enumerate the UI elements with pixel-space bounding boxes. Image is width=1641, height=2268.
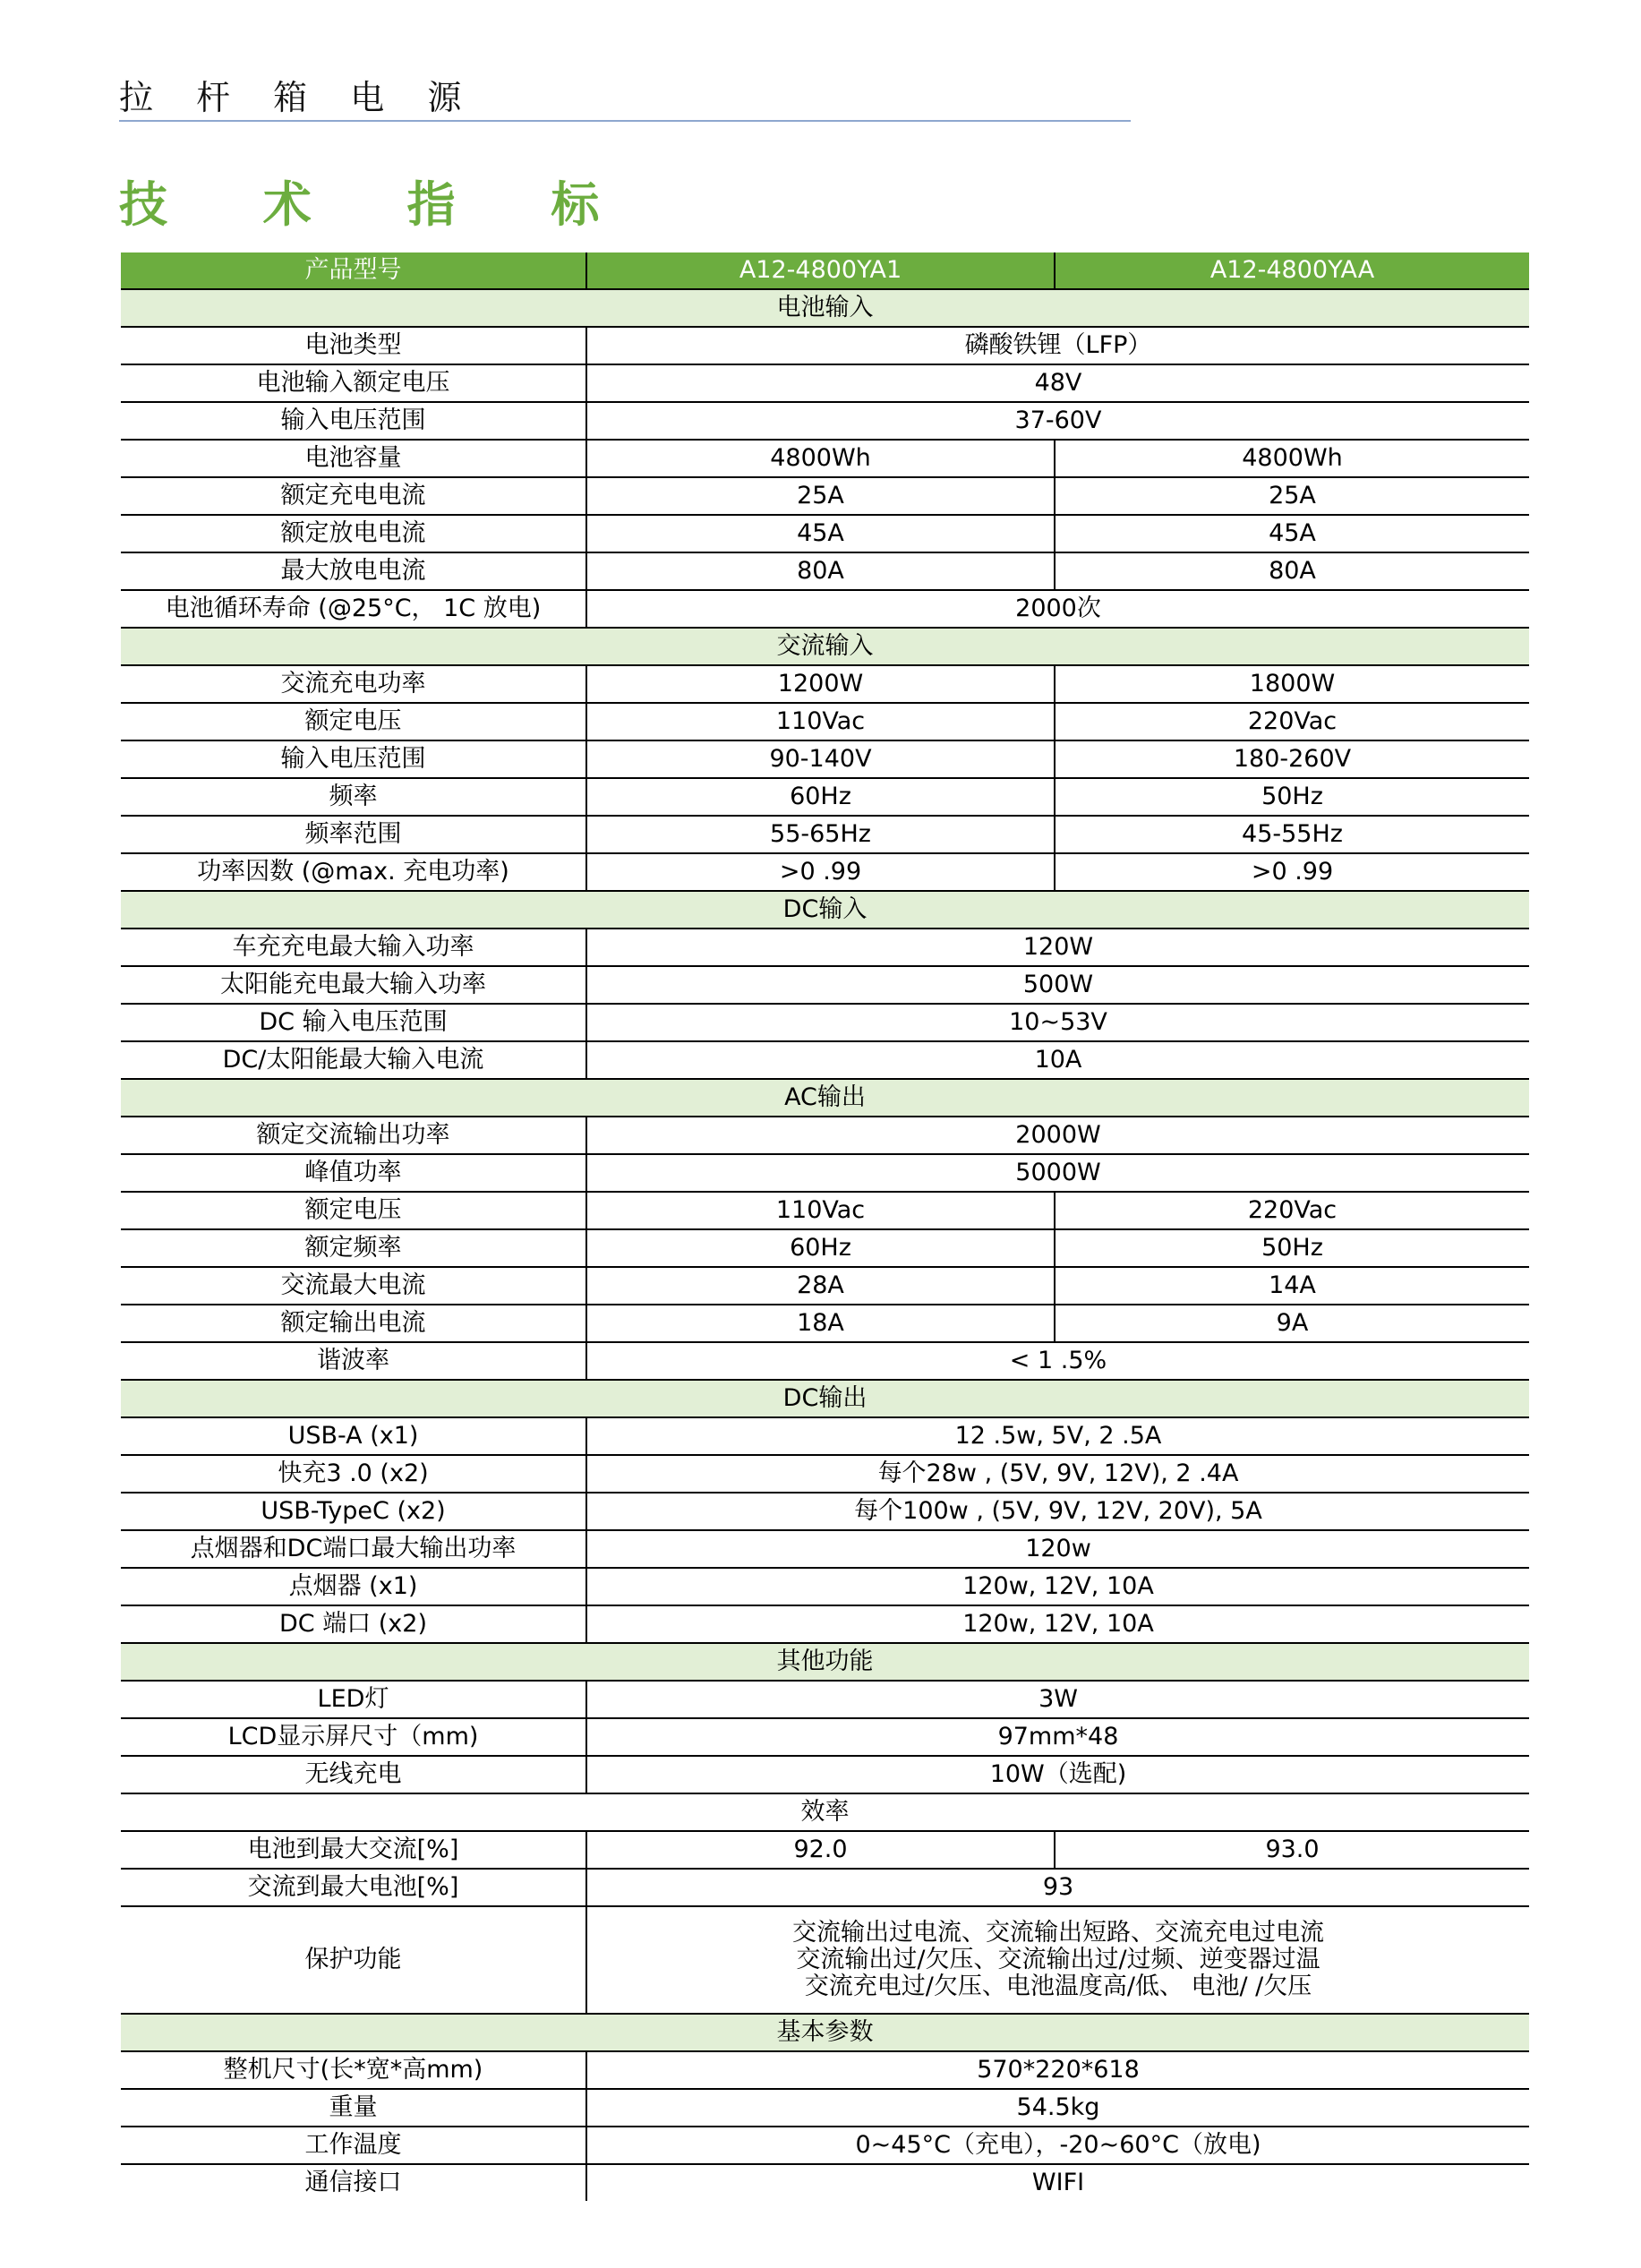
table-row <box>121 1417 1529 1455</box>
spec-value-yaa: 45-55Hz <box>1055 816 1529 853</box>
section-header: 电池输入 <box>121 289 1529 327</box>
spec-value: 每个100w , (5V, 9V, 12V, 20V), 5A <box>586 1493 1529 1530</box>
section-header: 其他功能 <box>121 1643 1529 1681</box>
table-row <box>121 1530 1529 1568</box>
spec-value-ya1: 110Vac <box>586 703 1055 740</box>
column-header-ya1: A12-4800YA1 <box>586 252 1055 289</box>
spec-value-ya1: 28A <box>586 1267 1055 1305</box>
spec-label: 额定放电电流 <box>121 515 586 552</box>
spec-label: 重量 <box>121 2089 586 2127</box>
spec-value: 570*220*618 <box>586 2051 1529 2089</box>
table-row <box>121 1154 1529 1192</box>
spec-label: 额定频率 <box>121 1229 586 1267</box>
table-row <box>121 1117 1529 1154</box>
spec-label: 额定电压 <box>121 1192 586 1229</box>
table-row <box>121 552 1529 590</box>
spec-value-yaa: 25A <box>1055 477 1529 515</box>
header-divider <box>119 120 1131 122</box>
spec-label: 谐波率 <box>121 1342 586 1380</box>
spec-value-ya1: 90-140V <box>586 740 1055 778</box>
spec-value: 10W（选配) <box>586 1756 1529 1793</box>
spec-label: 输入电压范围 <box>121 402 586 440</box>
spec-label: 整机尺寸(长*宽*高mm) <box>121 2051 586 2089</box>
section-header: 交流输入 <box>121 628 1529 665</box>
table-row <box>121 1267 1529 1305</box>
spec-value-yaa: 180-260V <box>1055 740 1529 778</box>
table-row <box>121 703 1529 740</box>
table-row <box>121 1605 1529 1643</box>
section-header: DC输出 <box>121 1380 1529 1417</box>
spec-value-multiline <box>586 1906 1529 2014</box>
spec-label: 额定输出电流 <box>121 1305 586 1342</box>
table-row <box>121 1681 1529 1718</box>
section-header-row <box>121 1793 1529 1831</box>
table-row <box>121 2164 1529 2201</box>
spec-value: WIFI <box>1031 2169 1085 2197</box>
spec-value: 120w <box>586 1530 1529 1568</box>
spec-value-ya1: 60Hz <box>586 1229 1055 1267</box>
spec-value: 93 <box>586 1869 1529 1906</box>
table-row <box>121 2127 1529 2164</box>
spec-value: 10~53V <box>586 1004 1529 1041</box>
spec-label: 额定交流输出功率 <box>121 1117 586 1154</box>
table-row <box>121 1004 1529 1041</box>
table-row <box>121 740 1529 778</box>
table-row <box>121 853 1529 891</box>
spec-value: 10A <box>586 1041 1529 1079</box>
table-row <box>121 966 1529 1004</box>
spec-label: 电池类型 <box>121 327 586 364</box>
spec-value-yaa: 4800Wh <box>1055 440 1529 477</box>
section-header: AC输出 <box>121 1079 1529 1117</box>
section-header-row <box>121 289 1529 327</box>
table-row <box>121 1831 1529 1869</box>
spec-value-line: 交流输出过电流、交流输出短路、交流充电过电流 <box>792 1919 1324 1947</box>
table-row <box>121 1229 1529 1267</box>
spec-label: 交流充电功率 <box>121 665 586 703</box>
spec-value-yaa: 1800W <box>1055 665 1529 703</box>
spec-value-yaa: 9A <box>1055 1305 1529 1342</box>
spec-value: 500W <box>586 966 1529 1004</box>
spec-value: 37-60V <box>586 402 1529 440</box>
spec-value-ya1: 1200W <box>586 665 1055 703</box>
spec-value: 54.5kg <box>586 2089 1529 2127</box>
spec-value: 磷酸铁锂（LFP） <box>586 327 1529 364</box>
spec-label: 工作温度 <box>121 2127 586 2164</box>
table-row <box>121 1718 1529 1756</box>
table-row <box>121 1305 1529 1342</box>
spec-label: 峰值功率 <box>121 1154 586 1192</box>
spec-value: 97mm*48 <box>586 1718 1529 1756</box>
section-header-row <box>121 2014 1529 2051</box>
spec-label: 频率范围 <box>121 816 586 853</box>
spec-value: 120w, 12V, 10A <box>586 1605 1529 1643</box>
table-row <box>121 327 1529 364</box>
spec-value-ya1: 4800Wh <box>586 440 1055 477</box>
spec-value: 120w, 12V, 10A <box>586 1568 1529 1605</box>
table-row <box>121 1455 1529 1493</box>
spec-value: 5000W <box>586 1154 1529 1192</box>
table-row <box>121 1568 1529 1605</box>
spec-value: < 1 .5% <box>586 1342 1529 1380</box>
spec-label: 功率因数 (@max. 充电功率) <box>121 853 586 891</box>
spec-label: DC 端口 (x2) <box>121 1605 586 1643</box>
spec-label: USB-TypeC (x2) <box>121 1493 586 1530</box>
spec-value-yaa: 80A <box>1055 552 1529 590</box>
spec-label: 电池循环寿命 (@25°C， 1C 放电) <box>121 590 586 628</box>
spec-value-yaa: 45A <box>1055 515 1529 552</box>
spec-label: USB-A (x1) <box>121 1417 586 1455</box>
spec-table <box>121 252 1529 2201</box>
section-header-row <box>121 1079 1529 1117</box>
spec-label: DC/太阳能最大输入电流 <box>121 1041 586 1079</box>
table-row <box>121 477 1529 515</box>
spec-value-yaa: 50Hz <box>1055 1229 1529 1267</box>
spec-label: 输入电压范围 <box>121 740 586 778</box>
section-header: 基本参数 <box>121 2014 1529 2051</box>
spec-value: 0~45°C（充电），-20~60°C（放电) <box>586 2127 1529 2164</box>
section-header-row <box>121 891 1529 929</box>
spec-value-line: 交流输出过/欠压、交流输出过/过频、逆变器过温 <box>796 1946 1320 1974</box>
spec-value-ya1: >0 .99 <box>586 853 1055 891</box>
section-title: 技 术 指 标 <box>119 176 639 233</box>
table-row <box>121 816 1529 853</box>
spec-label: 通信接口 <box>121 2164 586 2201</box>
spec-label: 点烟器和DC端口最大输出功率 <box>121 1530 586 1568</box>
spec-label: 交流到最大电池[%] <box>121 1869 586 1906</box>
table-row <box>121 1906 1529 2014</box>
table-row <box>121 364 1529 402</box>
spec-value-ya1: 80A <box>586 552 1055 590</box>
table-row <box>121 1493 1529 1530</box>
section-header: 效率 <box>121 1793 1529 1831</box>
spec-label: 最大放电电流 <box>121 552 586 590</box>
spec-value: 2000次 <box>586 590 1529 628</box>
table-row <box>121 2051 1529 2089</box>
spec-value-ya1: 55-65Hz <box>586 816 1055 853</box>
table-row <box>121 1869 1529 1906</box>
spec-value-ya1: 18A <box>586 1305 1055 1342</box>
spec-label: 保护功能 <box>121 1906 586 2014</box>
spec-value-ya1: 25A <box>586 477 1055 515</box>
section-header-row <box>121 1380 1529 1417</box>
spec-label: 车充充电最大输入功率 <box>121 929 586 966</box>
table-row <box>121 1756 1529 1793</box>
spec-label: 交流最大电流 <box>121 1267 586 1305</box>
spec-value: 2000W <box>586 1117 1529 1154</box>
spec-value-ya1: 110Vac <box>586 1192 1055 1229</box>
spec-value: 12 .5w, 5V, 2 .5A <box>586 1417 1529 1455</box>
spec-value-yaa: 14A <box>1055 1267 1529 1305</box>
spec-value-yaa: 93.0 <box>1055 1831 1529 1869</box>
spec-label: 电池输入额定电压 <box>121 364 586 402</box>
spec-value-ya1: 60Hz <box>586 778 1055 816</box>
column-header-yaa: A12-4800YAA <box>1055 252 1529 289</box>
spec-label: 额定充电电流 <box>121 477 586 515</box>
spec-value: 每个28w , (5V, 9V, 12V), 2 .4A <box>586 1455 1529 1493</box>
spec-value-ya1: 45A <box>586 515 1055 552</box>
spec-label: 电池容量 <box>121 440 586 477</box>
spec-label: 电池到最大交流[%] <box>121 1831 586 1869</box>
table-row <box>121 1342 1529 1380</box>
table-row <box>121 440 1529 477</box>
section-header-row <box>121 628 1529 665</box>
spec-label: 太阳能充电最大输入功率 <box>121 966 586 1004</box>
table-header-row <box>121 252 1529 289</box>
spec-value-ya1: 92.0 <box>586 1831 1055 1869</box>
spec-value-line: 交流充电过/欠压、电池温度高/低、 电池/ /欠压 <box>804 1972 1312 2000</box>
spec-label: DC 输入电压范围 <box>121 1004 586 1041</box>
table-row <box>121 1192 1529 1229</box>
spec-value: 48V <box>586 364 1529 402</box>
spec-value-yaa: >0 .99 <box>1055 853 1529 891</box>
table-row <box>121 402 1529 440</box>
spec-label: 频率 <box>121 778 586 816</box>
table-row <box>121 590 1529 628</box>
spec-value-yaa: 220Vac <box>1055 703 1529 740</box>
table-row <box>121 929 1529 966</box>
table-row <box>121 778 1529 816</box>
table-row <box>121 2089 1529 2127</box>
section-header-row <box>121 1643 1529 1681</box>
spec-label: 额定电压 <box>121 703 586 740</box>
spec-label: 快充3 .0 (x2) <box>121 1455 586 1493</box>
spec-value: 3W <box>586 1681 1529 1718</box>
spec-value-yaa: 220Vac <box>1055 1192 1529 1229</box>
column-header-model: 产品型号 <box>121 252 586 289</box>
spec-value-yaa: 50Hz <box>1055 778 1529 816</box>
table-row <box>121 515 1529 552</box>
spec-label: LED灯 <box>121 1681 586 1718</box>
table-row <box>121 1041 1529 1079</box>
section-header: DC输入 <box>121 891 1529 929</box>
spec-label: 点烟器 (x1) <box>121 1568 586 1605</box>
spec-label: 无线充电 <box>121 1756 586 1793</box>
page-header-title: 拉 杆 箱 电 源 <box>119 78 478 117</box>
table-row <box>121 665 1529 703</box>
spec-value: 120W <box>586 929 1529 966</box>
spec-label: LCD显示屏尺寸（mm) <box>121 1718 586 1756</box>
